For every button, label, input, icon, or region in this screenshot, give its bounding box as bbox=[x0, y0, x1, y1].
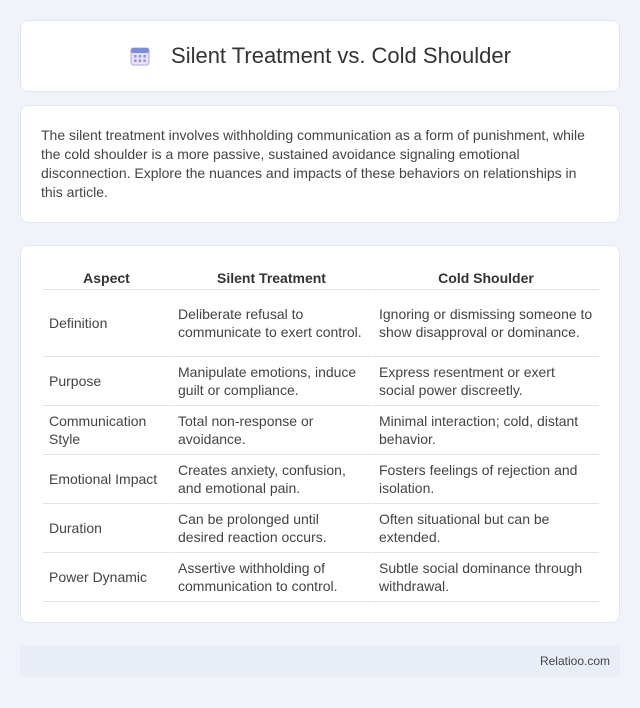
table-row bbox=[43, 357, 599, 406]
table-row bbox=[43, 406, 599, 455]
table-cell: Creates anxiety, confusion, and emotional pain. bbox=[170, 455, 371, 504]
table-cell: Purpose bbox=[43, 357, 170, 406]
table-row bbox=[43, 553, 599, 602]
table-cell: Ignoring or dismissing someone to show disapproval or dominance. bbox=[371, 290, 599, 357]
comparison-table bbox=[43, 266, 599, 602]
table-cell: Power Dynamic bbox=[43, 553, 170, 602]
table-cell: Often situational but can be extended. bbox=[371, 504, 599, 553]
table-cell: Total non-response or avoidance. bbox=[170, 406, 371, 455]
table-cell: Assertive withholding of communication to control. bbox=[170, 553, 371, 602]
page-title: Silent Treatment vs. Cold Shoulder bbox=[171, 43, 511, 68]
comparison-table-card bbox=[20, 245, 620, 623]
column-header-aspect: Aspect bbox=[43, 266, 170, 290]
footer bbox=[20, 645, 620, 677]
table-cell: Express resentment or exert social power discreetly. bbox=[371, 357, 599, 406]
intro-card bbox=[20, 105, 620, 223]
table-cell: Subtle social dominance through withdrawal. bbox=[371, 553, 599, 602]
column-header-cold-shoulder: Cold Shoulder bbox=[371, 266, 599, 290]
calendar-icon bbox=[129, 45, 151, 67]
table-cell: Can be prolonged until desired reaction occurs. bbox=[170, 504, 371, 553]
table-cell: Duration bbox=[43, 504, 170, 553]
table-cell: Communication Style bbox=[43, 406, 170, 455]
column-header-silent-treatment: Silent Treatment bbox=[170, 266, 371, 290]
footer-brand: Relatioo.com bbox=[539, 654, 610, 668]
table-header-row bbox=[43, 266, 599, 290]
table-row bbox=[43, 455, 599, 504]
table-row bbox=[43, 290, 599, 357]
table-cell: Emotional Impact bbox=[43, 455, 170, 504]
table-cell: Deliberate refusal to communicate to exert control. bbox=[170, 290, 371, 357]
table-row bbox=[43, 504, 599, 553]
table-cell: Minimal interaction; cold, distant behavior. bbox=[371, 406, 599, 455]
table-cell: Fosters feelings of rejection and isolation. bbox=[371, 455, 599, 504]
table-cell: Definition bbox=[43, 290, 170, 357]
title-card bbox=[20, 20, 620, 92]
intro-text: The silent treatment involves withholding communication as a form of punishment, while the cold shoulder is a more passive, sustained avoidance signaling emotional disconnection. Explore the nuances and impacts of these behaviors on relationships in this article. bbox=[41, 127, 585, 200]
table-cell: Manipulate emotions, induce guilt or compliance. bbox=[170, 357, 371, 406]
